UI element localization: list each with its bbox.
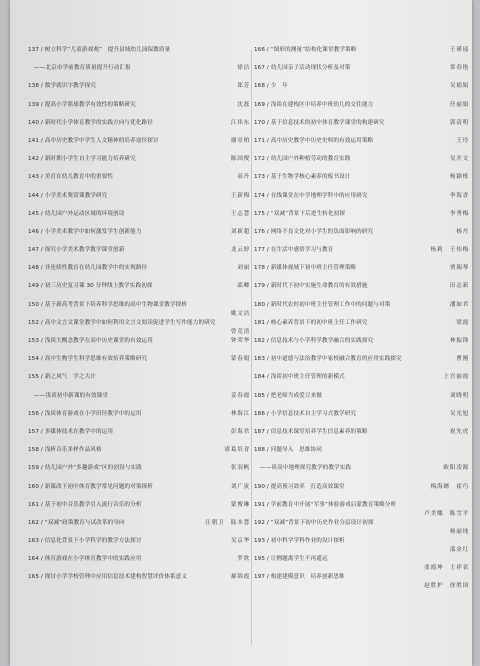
toc-entry-title: 185 / 把老师当成爱豆来做 [254, 392, 322, 399]
document-page [10, 0, 472, 666]
toc-entry-author: 常春艳 [449, 65, 469, 72]
toc-entry [254, 264, 469, 282]
toc-entry-author: 郝锦霞 [230, 574, 250, 581]
toc-entry [28, 46, 250, 64]
toc-entry [28, 555, 250, 573]
toc-entry-author: 王志慧 [230, 210, 250, 217]
toc-entry-title: 191 / 学前教育中开展“军事”体验游戏启蒙教育策略分析 [254, 501, 397, 508]
left-column [28, 46, 250, 592]
toc-entry [28, 301, 250, 319]
toc-entry-author: 蒙俊琳 [230, 501, 250, 508]
toc-entry-title: 184 / 浅谈初中班主任管理的新模式 [254, 374, 345, 381]
toc-entry-title: 171 / 高中历史教学中历史史料的有效运用策略 [254, 137, 374, 144]
toc-entry-author: 汪朝卫 陆本慧 [205, 519, 250, 526]
toc-entry [254, 555, 469, 573]
toc-entry [28, 355, 250, 373]
toc-entry-title: 144 / 小学美术鉴赏课教学研究 [28, 192, 108, 199]
toc-entry-author: 刘晓明 [449, 392, 469, 399]
toc-entry-title: 183 / 初中道德与法治教学中家校融合教育的应用实践探究 [254, 356, 402, 363]
toc-entry [254, 410, 469, 428]
toc-entry-title: 187 / 信息技术课堂培养学生信息素养的策略 [254, 428, 368, 435]
toc-entry [28, 64, 250, 82]
toc-entry [254, 173, 469, 191]
toc-entry-author: 吴开文 [449, 156, 469, 163]
toc-entry-title: 141 / 高中历史教学中学生人文精神的培养途径探讨 [28, 137, 159, 144]
toc-entry-author: 任丽娟 [449, 101, 469, 108]
toc-entry-author: 贾瑞琴 [449, 265, 469, 272]
toc-entry-author: 诸葛培青 [224, 447, 250, 454]
toc-entry-title: 169 / 浅谈在建构区中培养中班幼儿的交往能力 [254, 101, 374, 108]
toc-entry [254, 101, 469, 119]
toc-entry [254, 82, 469, 100]
toc-entry [28, 410, 250, 428]
toc-entry-author: 欧阳凌源 [443, 465, 469, 472]
toc-entry-title: 138 / 数学就识字教学探究 [28, 83, 96, 90]
toc-entry-author: 姜春霞 [230, 392, 250, 399]
toc-entry-title: 186 / 小学信息技术自主学习式教学研究 [254, 410, 357, 417]
toc-entry-author: 龙云婷 [230, 247, 250, 254]
toc-entry [254, 301, 469, 319]
toc-entry [28, 137, 250, 155]
toc-entry-title: 154 / 高中生物学生科学思维有效培养策略研究 [28, 356, 148, 363]
toc-entry-title: ——浅谈初中新课的有效课堂 [34, 392, 109, 399]
toc-entry [254, 119, 469, 137]
toc-entry [254, 428, 469, 446]
toc-entry-author: 杨丽纯 [449, 528, 469, 535]
toc-entry-title: 190 / 提高预习效率 打造高效课堂 [254, 483, 345, 490]
toc-entry-title: 162 / “双减”政策教育与试改革的导向 [28, 519, 125, 526]
toc-entry-author: 王新梅 [230, 192, 250, 199]
toc-entry-author: 姚文洁 [230, 310, 250, 317]
toc-entry [28, 519, 250, 537]
toc-entry-title: 181 / 核心素养背景下的初中班主任工作研究 [254, 319, 368, 326]
toc-entry-title: 156 / 浅谈体育游戏在小学田径教学中的运用 [28, 410, 142, 417]
toc-entry-author: 郭清明 [449, 119, 469, 126]
toc-entry [254, 392, 469, 410]
toc-entry-author: 林振锋 [449, 338, 469, 344]
toc-entry-title: 193 / 初中科学学科作业的设计探析 [254, 538, 345, 545]
toc-entry [254, 246, 469, 264]
toc-entry-title: 148 / 非连续性教育在幼儿园教学中的实现路径 [28, 265, 148, 272]
toc-entry [254, 137, 469, 155]
toc-entry [254, 355, 469, 373]
toc-entry-author: 林海江 [230, 410, 250, 417]
toc-entry [254, 46, 469, 64]
toc-entry-title: 173 / 基于生物学核心素养的板书设计 [254, 174, 351, 181]
toc-entry-author: 徐洁 [237, 65, 250, 72]
toc-entry-title: 177 / 在生活中感悟学习与教育 [254, 247, 334, 254]
toc-entry-title: 172 / 幼儿园户外种植劳动的教育实践 [254, 156, 351, 163]
toc-entry [254, 446, 469, 464]
toc-entry-author: 彭海君 [230, 428, 250, 435]
toc-entry [28, 483, 250, 501]
toc-entry-title: 137 / 树立科学“儿童游戏观” 提升县域幼儿园保教质量 [28, 47, 171, 53]
toc-entry-author: 蒙春娟 [230, 356, 250, 363]
toc-entry-title: ——谈高中地理探究教学的教学实践 [260, 465, 352, 472]
toc-entry-author: 邵金红 [449, 547, 469, 554]
toc-entry-title: 158 / 浅析音乐多样作品风格 [28, 447, 102, 454]
toc-entry-author: 梅海婿 霍巧 [430, 483, 469, 490]
toc-entry [28, 282, 250, 300]
toc-entry [28, 573, 250, 591]
toc-entry [254, 373, 469, 391]
toc-entry-title: 170 / 基于信息技术的初中体育教学课堂的构建研究 [254, 119, 385, 126]
toc-entry [28, 82, 250, 100]
toc-entry-author: 李海香 [449, 192, 469, 199]
toc-entry-title: 165 / 探讨小学学校管理中应用信息技术建构智慧评价体系意义 [28, 574, 188, 581]
toc-entry-title: 143 / 美育在幼儿教育中的重要性 [28, 174, 114, 181]
toc-entry-title: 161 / 基于初中音乐教学引入流行音乐的分析 [28, 501, 142, 508]
toc-entry [28, 373, 250, 391]
toc-entry-title: 163 / 信息化背景下小学科学的教学方法探讨 [28, 538, 142, 545]
toc-entry-title: 174 / 在线课堂在中学地理学科中的应用研究 [254, 192, 368, 199]
toc-entry-author: 张霞坤 王祥表 [424, 565, 469, 572]
toc-entry-title: 149 / 初三历史复习课 30 分钟线上教学实践初探 [28, 283, 153, 290]
toc-entry [254, 537, 469, 555]
toc-entry [28, 446, 250, 464]
toc-entry [28, 228, 250, 246]
toc-entry-title: 178 / 新媒体视域下初中班主任管理策略 [254, 265, 357, 272]
toc-entry [28, 192, 250, 210]
toc-entry-author: 王瑾瑶 [449, 47, 469, 53]
toc-entry-title: 197 / 构建建模意识 培养创新思维 [254, 574, 345, 581]
toc-entry [254, 228, 469, 246]
toc-entry-title: 146 / 小学美术教学中如何激发学生创新能力 [28, 228, 142, 235]
toc-entry [28, 119, 250, 137]
toc-entry [28, 264, 250, 282]
toc-entry-author: 郑芳 [237, 83, 250, 90]
toc-entry-author: 上官丽霞 [443, 374, 469, 381]
toc-entry-author: 曹刚 [456, 356, 469, 363]
toc-entry-title: 167 / 幼儿园亲子活动现状分析及对策 [254, 65, 351, 72]
toc-entry-title: 160 / 新课改下初中体育教学常见问题的对策探析 [28, 483, 153, 490]
toc-entry-title: 179 / 新时代下初中实施生命教育的有效措施 [254, 283, 368, 290]
toc-entry-title: 155 / 新之风气 学之大计 [28, 374, 96, 381]
toc-entry-title: 157 / 多媒体技术在教学中的运用 [28, 428, 114, 435]
toc-entry-author: 潘如君 [449, 301, 469, 308]
toc-entry [254, 319, 469, 337]
toc-entry-title: ——北京市学前教育质量提升行动汇报 [34, 65, 131, 72]
toc-entry-author: 田志新 [449, 283, 469, 290]
toc-entry-title: 182 / 信息技术与小学科学教学融合的实践探究 [254, 338, 374, 344]
toc-entry [254, 573, 469, 591]
toc-entry-title: 180 / 新时代农村初中班主任管理工作中的问题与对策 [254, 301, 391, 308]
toc-entry-title: 168 / 少 年 [254, 83, 288, 90]
toc-entry-author: 谢章柏 [230, 137, 250, 144]
toc-entry [254, 64, 469, 82]
toc-entry-author: 吴光旭 [449, 410, 469, 417]
column-divider [251, 50, 252, 645]
right-column [254, 46, 469, 592]
toc-entry-author: 刘新超 [230, 228, 250, 235]
toc-entry-title: 147 / 探究小学美术教学教学课堂创新 [28, 247, 125, 254]
toc-entry-title: 166 / “图形的测量”结构化课堂教学策略 [254, 47, 357, 53]
toc-entry-author: 沈磊 [237, 101, 250, 108]
toc-entry [254, 501, 469, 519]
toc-entry-title: 176 / 网络不良文化对小学生的负面影响的研究 [254, 228, 374, 235]
toc-entry [28, 501, 250, 519]
toc-entry-author: 曾竞清 [230, 328, 250, 335]
toc-entry-author: 吴娟娟 [449, 83, 469, 90]
toc-entry-title: 195 / 让例题离学生不再遥远 [254, 556, 328, 563]
toc-entry-author: 钟荣华 [230, 338, 250, 344]
toc-entry-author: 罗欣 [237, 556, 250, 563]
toc-entry-title: 142 / 新时期小学生自主学习能力培养研究 [28, 156, 136, 163]
toc-entry [28, 246, 250, 264]
toc-entry-author: 杨丹 [456, 228, 469, 235]
toc-entry [254, 464, 469, 482]
toc-entry [28, 337, 250, 355]
toc-entry [28, 428, 250, 446]
toc-entry-author: 赵胜护 徐胜国 [424, 583, 469, 590]
toc-entry-author: 卢美娜 陈雪平 [424, 510, 469, 517]
toc-entry [28, 155, 250, 173]
toc-entry [254, 282, 469, 300]
toc-entry-title: 192 / “双减”背景下初中历史作业分层设计初探 [254, 519, 374, 526]
toc-entry [28, 319, 250, 337]
toc-entry-title: 153 / 浅谈大概念教学在高中历史课堂的有效运用 [28, 338, 153, 344]
toc-entry [254, 337, 469, 355]
toc-entry [254, 155, 469, 173]
toc-entry [28, 173, 250, 191]
toc-entry-author: 王玲 [456, 137, 469, 144]
toc-entry-author: 高丹 [237, 174, 250, 181]
toc-entry-title: 140 / 新时代小学体育教学的实践方向与优化路径 [28, 119, 153, 126]
toc-entry [254, 519, 469, 537]
toc-entry-author: 刘广寅 [230, 483, 250, 490]
toc-entry-author: 杨莉 王伟梅 [430, 247, 469, 254]
toc-entry [28, 101, 250, 119]
toc-entry [254, 210, 469, 228]
toc-entry [28, 210, 250, 228]
toc-entry-title: 175 / “双减”背景下后进生转化初探 [254, 210, 346, 217]
toc-entry-title: 139 / 提高小学篮球教学有效性的策略研究 [28, 101, 136, 108]
toc-entry [254, 483, 469, 501]
toc-entry [28, 537, 250, 555]
toc-entry-author: 祝先虎 [449, 428, 469, 435]
toc-entry [28, 392, 250, 410]
toc-entry-title: 188 / 问题导入 思维协同 [254, 447, 322, 454]
toc-entry-title: 164 / 体育游戏在小学体育教学中的实践应用 [28, 556, 142, 563]
toc-entry-author: 江伟东 [230, 119, 250, 126]
toc-entry-author: 吴京华 [230, 538, 250, 545]
toc-entry-author: 刘丽 [237, 265, 250, 272]
toc-entry-author: 张羽帆 [230, 465, 250, 472]
toc-entry-title: 159 / 幼儿园户外“多趣游戏”区的创设与实践 [28, 465, 142, 472]
toc-entry-title: 145 / 幼儿园户外运动区域的环境创设 [28, 210, 125, 217]
toc-entry-author: 陈国俊 [230, 156, 250, 163]
toc-entry-title: 152 / 高中文言文课堂教学中如何利用文言文阅读促进学生写作能力的研究 [28, 319, 216, 326]
toc-entry-author: 邵卿 [237, 283, 250, 290]
toc-entry [28, 464, 250, 482]
toc-entry-author: 李秀梅 [449, 210, 469, 217]
toc-entry-author: 梁霞 [456, 319, 469, 326]
toc-entry [254, 192, 469, 210]
toc-entry-title: 150 / 基于新高考背景下培养科学思维的高中生物课堂教学探析 [28, 301, 188, 308]
toc-entry-author: 杨颖栎 [449, 174, 469, 181]
